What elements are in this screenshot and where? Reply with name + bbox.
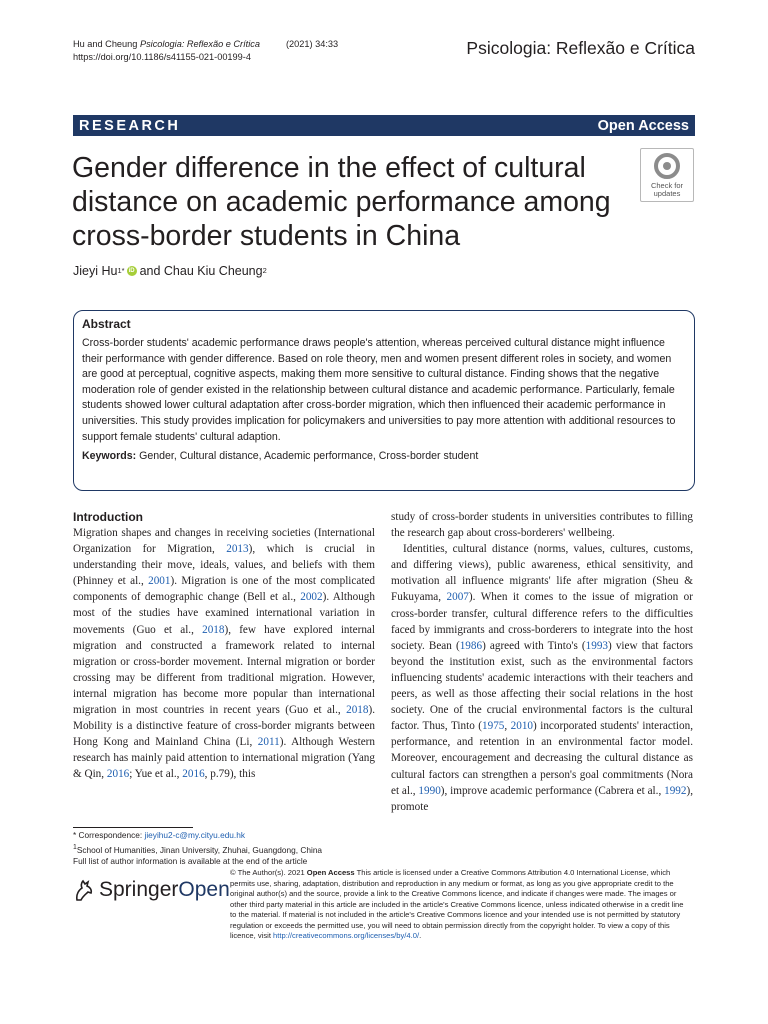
citation-link[interactable]: 2007 <box>446 591 469 604</box>
running-header <box>73 38 339 64</box>
citation-link[interactable]: 2018 <box>346 704 369 717</box>
springer-open-logo <box>73 878 230 902</box>
open-access-label: Open Access <box>597 117 689 134</box>
header-year-volume: (2021) 34:33 <box>286 39 339 49</box>
header-journal: Psicologia: Reflexão e Crítica <box>139 39 260 49</box>
check-for-updates-button[interactable] <box>640 148 694 202</box>
journal-name: Psicologia: Reflexão e Crítica <box>466 38 695 58</box>
springer-horse-icon <box>73 878 95 902</box>
license-statement: © The Author(s). 2021 Open Access This article is licensed under a Creative Commons Attribution 4.0 International License, which permits use, sharing, adaptation, distribution and reproduction in any medium or format, as long as you give appropriate credit to the original author(s) and the source, provide a link to the Creative Commons licence, and indicate if changes were made. The images or other third party material in this article are included in the article's Creative Commons licence, unless indicated otherwise in a credit line to the material. If material is not included in the article's Creative Commons licence and your intended use is not permitted by statutory regulation or exceeds the permitted use, you will need to obtain permission directly from the copyright holder. To view a copy of this licence, visit http://creativecommons.org/licenses/by/4.0/. <box>230 868 684 940</box>
citation-link[interactable]: 2013 <box>226 543 249 556</box>
abstract-text: Cross-border students' academic performance draws people's attention, whereas perceived cultural distance might influence their performance with gender difference. Based on role theory, men and women present different roles in society, and women are good at perceptual, cognitive aspects, making them more sensitive to cultural distance. Finding shows that the negative moderation role of gender existed in the relationship between cultural distance and academic performance. Particularly, female students showed lower cultural adaptation after cross-border migration, which then influenced their academic performance in universities. This study provides implication for policymakers and universities to pay more attention with additional resources to support female students' cultural adaption. <box>82 337 676 443</box>
footnote: * Correspondence: jieyihu2-c@my.cityu.edu.hk $^1$School of Humanities, Jinan University, Zhuhai, Guangdong, China Full list of author information is available at the end of the article <box>73 830 323 867</box>
citation-link[interactable]: 2016 <box>106 768 130 781</box>
body-paragraph: Migration shapes and changes in receiving societies (International Organization for Migration, 2013), which is crucial in understanding their move, ideals, values, and beliefs with them (Phinney et al., 2001). Migration is one of the most complicated components of demographic change (Bell et al., 2002). Although most of the studies have examined international variation in movements (Guo et al., 2018), few have explored internal migration and constructed a framework related to internal migration or cross-border movement. Internal migration or border crossing may be different from traditional migration. However, internal migration has become more popular than international migration in most countries in recent years (Guo et al., 2018). Mobility is a distinctive feature of cross-border migrants between Hong Kong and Mainland China (Li, 2011). Although Western research has mainly paid attention to international migration (Yang & Qin, 2016; Yue et al., 2016, p.79), this <box>73 527 376 781</box>
keywords: Keywords: Gender, Cultural distance, Academic performance, Cross-border student <box>82 450 479 463</box>
check-updates-icon <box>654 153 680 179</box>
check-updates-label: Check for updates <box>650 181 684 198</box>
header-doi[interactable]: https://doi.org/10.1186/s41155-021-00199-4 <box>73 52 251 62</box>
article-title: Gender difference in the effect of cultural distance on academic performance among cross-border students in China <box>72 152 611 252</box>
section-heading-introduction: Introduction <box>73 510 143 524</box>
author-list: Jieyi Hu 1* iD and Chau Kiu Cheung 2 <box>73 264 267 278</box>
citation-link[interactable]: 2016 <box>182 768 205 781</box>
correspondence-email-link[interactable]: jieyihu2-c@my.cityu.edu.hk <box>144 830 245 840</box>
abstract-heading: Abstract <box>82 317 131 331</box>
body-column-left <box>73 509 375 783</box>
body-paragraph: study of cross-border students in universities contributes to filling the research gap about cross-borderers' wellbeing. <box>391 511 693 540</box>
license-link[interactable]: http://creativecommons.org/licenses/by/4.0/ <box>273 931 420 940</box>
footnote-divider <box>73 827 193 828</box>
author-name[interactable]: and Chau Kiu Cheung <box>139 264 263 278</box>
citation-link[interactable]: 2018 <box>202 623 225 636</box>
abstract-box <box>73 310 695 491</box>
author-name[interactable]: Jieyi Hu <box>73 264 118 278</box>
citation-link[interactable]: 1986 <box>459 639 483 652</box>
citation-link[interactable]: 1993 <box>585 639 609 652</box>
article-type-label: RESEARCH <box>79 117 181 134</box>
citation-link[interactable]: 2011 <box>257 736 280 749</box>
citation-link[interactable]: 2001 <box>148 575 171 588</box>
citation-link[interactable]: 2010 <box>510 720 534 733</box>
article-type-banner <box>73 115 695 136</box>
citation-link[interactable]: 1975 <box>482 720 505 733</box>
header-authors: Hu and Cheung <box>73 39 138 49</box>
citation-link[interactable]: 2002 <box>300 591 323 604</box>
body-paragraph: Identities, cultural distance (norms, values, cultures, customs, and differing views), public awareness, ethical sensitivity, and motivation all influence migrants' life after migration (Sheu & Fukuyama, 2007). When it comes to the issue of migration or cross-border transfer, cultural difference refers to the difficulties faced by immigrants and cross-borderers to integrate into the host society. Bean (1986) agreed with Tinto's (1993) view that factors beyond the institution exist, such as the environmental factors influencing students' academic interactions with their teachers and peers, as well as those affecting their social relations in the host society. One of the crucial environmental factors is the cultural factor. Thus, Tinto (1975, 2010) incorporated students' interaction, performance, and retention in an environmental factor model. Moreover, encouragement and decreasing the cultural distance as cultural factors can strengthen a person's goal commitments (Nora et al., 1990), improve academic performance (Cabrera et al., 1992), promote <box>391 543 694 813</box>
orcid-icon[interactable]: iD <box>128 268 135 274</box>
body-column-right <box>391 509 693 815</box>
open-wordmark: Open <box>178 878 230 901</box>
springer-wordmark: Springer <box>99 878 179 901</box>
citation-link[interactable]: 1990 <box>418 784 441 797</box>
citation-link[interactable]: 1992 <box>664 784 687 797</box>
